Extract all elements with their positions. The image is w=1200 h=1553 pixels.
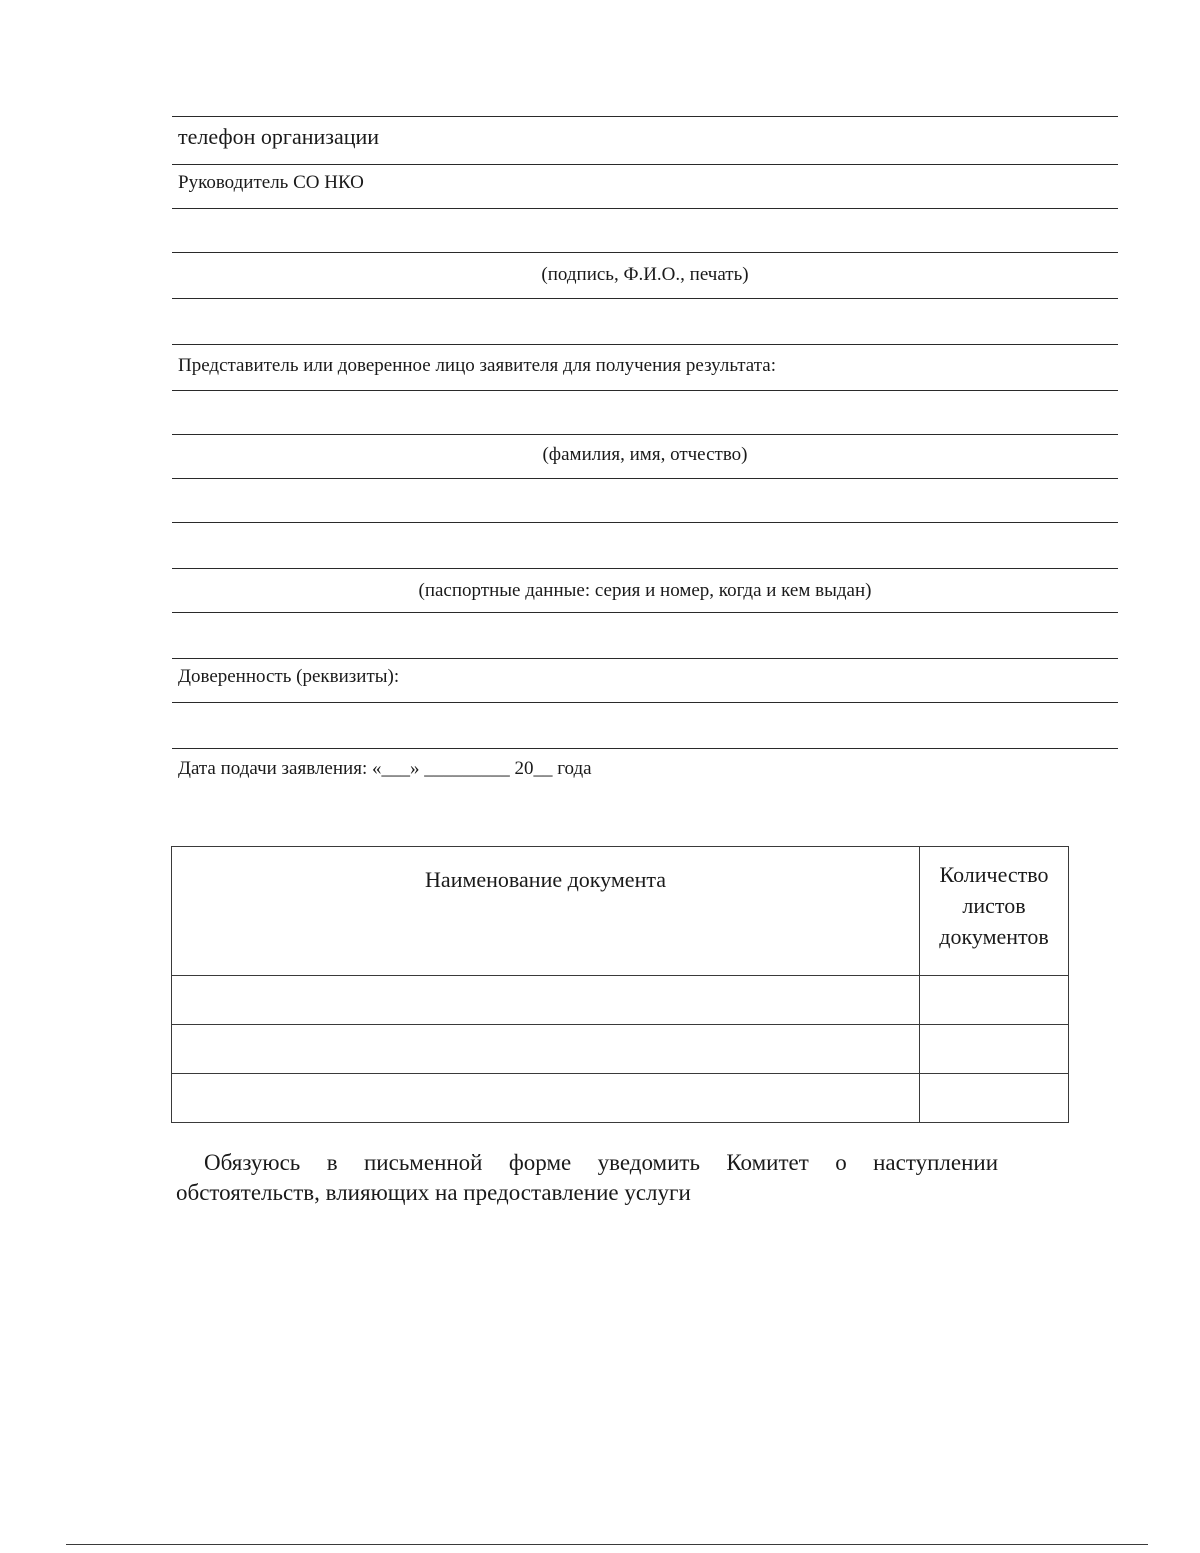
form-rule — [172, 208, 1118, 209]
document-name-header: Наименование документа — [172, 847, 920, 976]
form-rule — [172, 522, 1118, 523]
head-label: Руководитель СО НКО — [178, 172, 364, 193]
page-bottom-rule — [66, 1544, 1148, 1545]
form-rule — [172, 344, 1118, 345]
form-rule — [172, 390, 1118, 391]
document-name-cell — [172, 1025, 920, 1074]
sheet-count-cell — [920, 1074, 1069, 1123]
sheet-count-cell — [920, 976, 1069, 1025]
passport-hint: (паспортные данные: серия и номер, когда и кем выдан) — [418, 580, 872, 601]
representative-label: Представитель или доверенное лицо заявителя для получения результата: — [178, 355, 776, 376]
obligation-line: обстоятельств, влияющих на предоставление услуги — [176, 1180, 691, 1205]
power-of-attorney-label: Доверенность (реквизиты): — [178, 666, 400, 687]
form-rule — [172, 568, 1118, 569]
document-name-cell — [172, 1074, 920, 1123]
table-header-row — [172, 847, 1069, 976]
sheet-count-header-line: листов — [962, 893, 1026, 918]
sheet-count-cell — [920, 1025, 1069, 1074]
table-row — [172, 1025, 1069, 1074]
form-rule — [172, 434, 1118, 435]
documents-table — [171, 846, 1069, 1123]
sheet-count-header-line: документов — [939, 924, 1049, 949]
form-rule — [172, 164, 1118, 165]
table-row — [172, 1074, 1069, 1123]
table-row — [172, 976, 1069, 1025]
form-rule — [172, 298, 1118, 299]
form-rule — [172, 658, 1118, 659]
form-rule — [172, 612, 1118, 613]
form-rule — [172, 252, 1118, 253]
form-rule — [172, 702, 1118, 703]
form-rule — [172, 116, 1118, 117]
org-phone-label: телефон организации — [178, 124, 380, 149]
obligation-line: Обязуюсь в письменной форме уведомить Комитет о наступлении — [204, 1150, 998, 1175]
form-rule — [172, 748, 1118, 749]
document-name-cell — [172, 976, 920, 1025]
obligation-paragraph — [176, 1148, 998, 1208]
sheet-count-header — [920, 847, 1069, 976]
submission-date-line: Дата подачи заявления: «___» _________ 20__ года — [178, 758, 592, 779]
sheet-count-header-line: Количество — [939, 862, 1049, 887]
fio-hint: (фамилия, имя, отчество) — [542, 444, 748, 465]
signature-hint: (подпись, Ф.И.О., печать) — [541, 264, 749, 285]
form-rule — [172, 478, 1118, 479]
